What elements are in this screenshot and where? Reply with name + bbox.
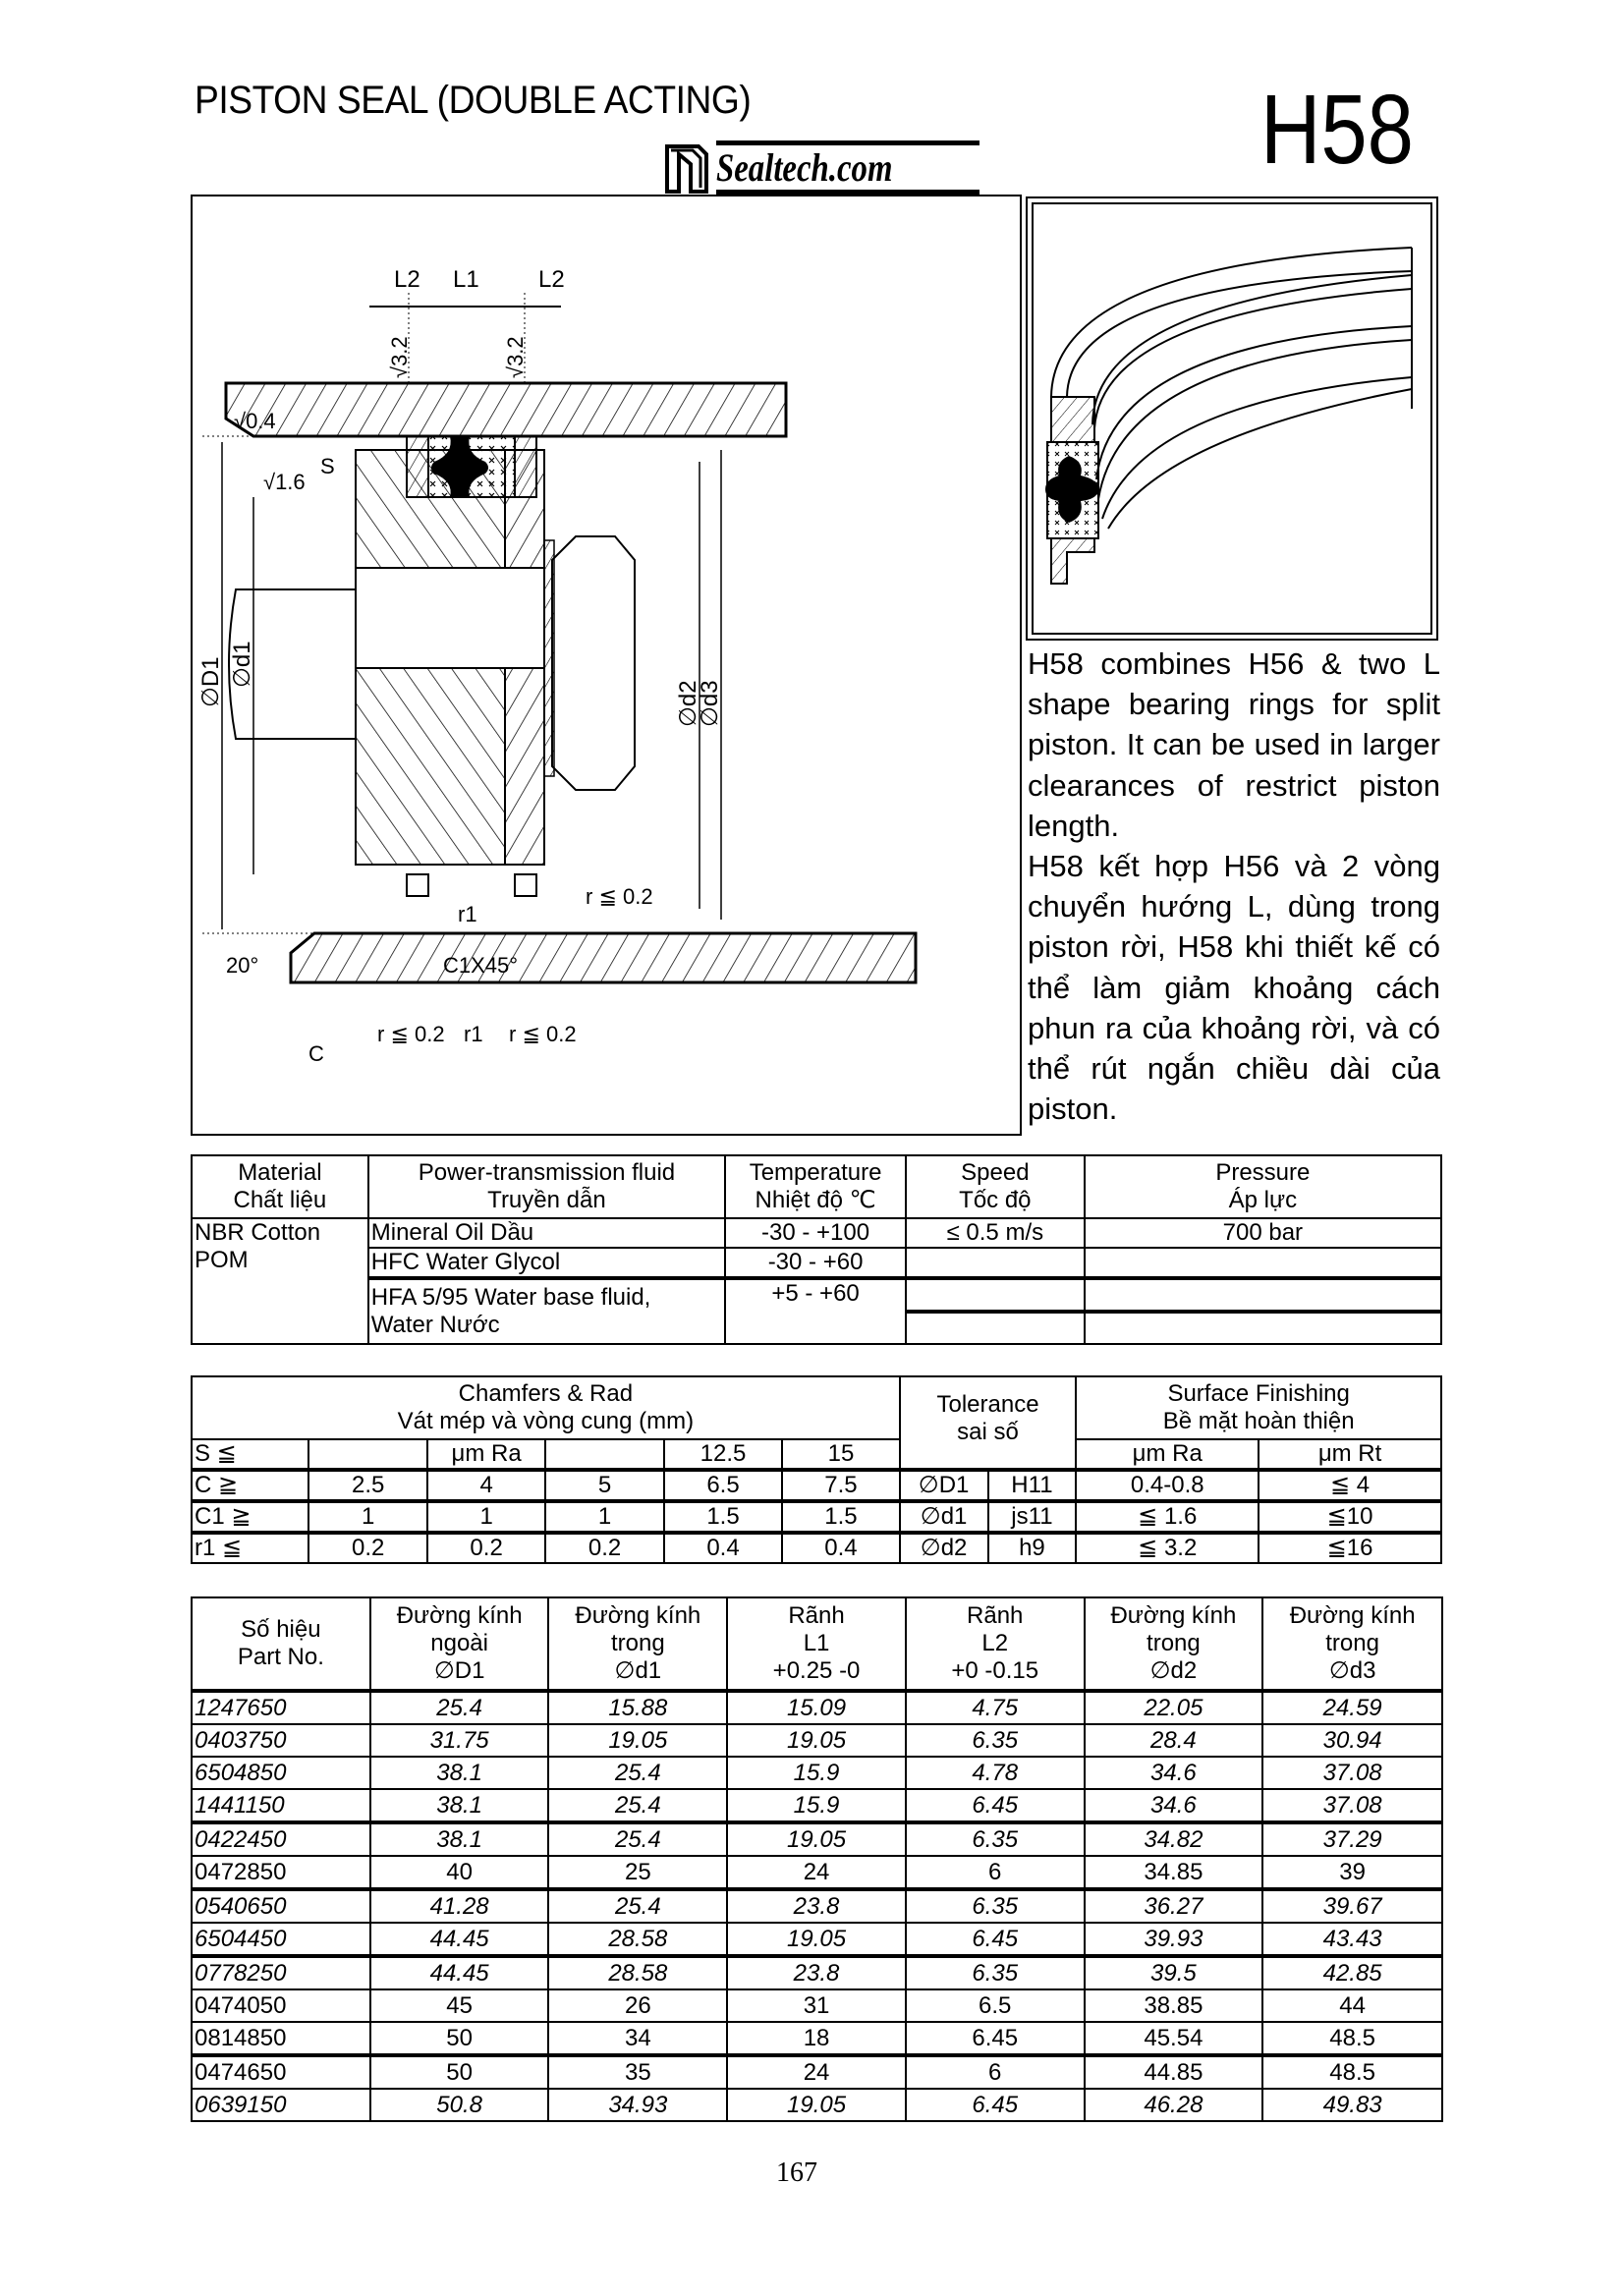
d2-cell: 45.54 xyxy=(1085,2022,1263,2055)
surface-rt: ≦16 xyxy=(1259,1533,1441,1563)
L1-cell: 15.09 xyxy=(727,1691,906,1724)
d3-cell: 39 xyxy=(1262,1856,1442,1889)
temperature-cell: +5 - +60 xyxy=(725,1278,906,1344)
D1-cell: 45 xyxy=(370,1989,549,2022)
L2-cell: 6 xyxy=(906,1856,1085,1889)
L2-cell: 6.35 xyxy=(906,1889,1085,1923)
d2-cell: 34.6 xyxy=(1085,1789,1263,1822)
column-header: Đường kính ngoài ∅D1 xyxy=(370,1597,549,1691)
d2-cell: 34.82 xyxy=(1085,1822,1263,1856)
table-row xyxy=(192,1218,1441,1248)
part-number-cell: 0778250 xyxy=(192,1956,370,1989)
tolerance-grade: js11 xyxy=(988,1501,1077,1533)
pressure-cell xyxy=(1085,1248,1441,1278)
table-row xyxy=(192,1856,1442,1889)
part-number-cell: 0474050 xyxy=(192,1989,370,2022)
d2-cell: 34.85 xyxy=(1085,1856,1263,1889)
header-temperature: Temperature Nhiệt độ ℃ xyxy=(725,1155,906,1218)
speed-cell xyxy=(906,1278,1085,1312)
d3-cell: 48.5 xyxy=(1262,2022,1442,2055)
header-material: Material Chất liệu xyxy=(192,1155,368,1218)
tolerance-grade: H11 xyxy=(988,1470,1077,1501)
L1-cell: 19.05 xyxy=(727,1724,906,1757)
surface-ra: ≦ 3.2 xyxy=(1076,1533,1259,1563)
surface-ra: 0.4-0.8 xyxy=(1076,1470,1259,1501)
D1-cell: 31.75 xyxy=(370,1724,549,1757)
row-label: C1 ≧ xyxy=(192,1501,308,1533)
d2-cell: 39.5 xyxy=(1085,1956,1263,1989)
d2-cell: 36.27 xyxy=(1085,1889,1263,1923)
d3-cell: 49.83 xyxy=(1262,2089,1442,2121)
sealtech-logo xyxy=(663,140,978,196)
D1-cell: 38.1 xyxy=(370,1757,549,1789)
description-english: H58 combines H56 & two L shape bearing rings for split piston. It can be used in larger clearances of restrict piston length. xyxy=(1028,646,1440,843)
chamfer-value: 0.2 xyxy=(427,1533,545,1563)
speed-cell: ≤ 0.5 m/s xyxy=(906,1218,1085,1248)
L2-cell: 6 xyxy=(906,2055,1085,2089)
row-label: C ≧ xyxy=(192,1470,308,1501)
chamfer-value: 1 xyxy=(427,1501,545,1533)
D1-cell: 50 xyxy=(370,2022,549,2055)
table-row xyxy=(192,1691,1442,1724)
label-r02-upper: r ≦ 0.2 xyxy=(586,884,653,909)
product-illustration xyxy=(1026,196,1438,641)
operating-conditions-table xyxy=(191,1154,1442,1345)
material-cell: NBR Cotton POM xyxy=(192,1218,368,1344)
L1-cell: 31 xyxy=(727,1989,906,2022)
L1-cell: 24 xyxy=(727,1856,906,1889)
d1-cell: 19.05 xyxy=(548,1724,727,1757)
label-l2-left: L2 xyxy=(394,266,420,293)
part-number-cell: 0814850 xyxy=(192,2022,370,2055)
d3-cell: 37.08 xyxy=(1262,1757,1442,1789)
L2-cell: 6.5 xyxy=(906,1989,1085,2022)
pressure-cell: 700 bar xyxy=(1085,1218,1441,1248)
s-value: 15 xyxy=(782,1439,899,1470)
column-header: Rãnh L2 +0 -0.15 xyxy=(906,1597,1085,1691)
L2-cell: 6.45 xyxy=(906,2022,1085,2055)
tolerance-dimension: ∅d1 xyxy=(900,1501,988,1533)
part-number-cell: 0403750 xyxy=(192,1724,370,1757)
tolerance-title: Tolerance sai số xyxy=(900,1376,1077,1470)
chamfer-value: 0.4 xyxy=(782,1533,899,1563)
label-ra-3-2-right: √3.2 xyxy=(503,336,528,378)
L1-cell: 24 xyxy=(727,2055,906,2089)
table-row xyxy=(192,1822,1442,1856)
table-row xyxy=(192,2055,1442,2089)
page-number: 167 xyxy=(776,2157,817,2188)
label-r02-right: r ≦ 0.2 xyxy=(509,1022,577,1046)
chamfer-value: 4 xyxy=(427,1470,545,1501)
d1-cell: 25 xyxy=(548,1856,727,1889)
label-ra-0-4: √0.4 xyxy=(234,409,276,433)
d3-cell: 43.43 xyxy=(1262,1923,1442,1956)
surface-title: Surface Finishing Bề mặt hoàn thiện xyxy=(1076,1376,1441,1439)
L2-cell: 6.45 xyxy=(906,1789,1085,1822)
d2-cell: 39.93 xyxy=(1085,1923,1263,1956)
d2-cell: 38.85 xyxy=(1085,1989,1263,2022)
label-d2: ∅d2 xyxy=(675,680,701,727)
d1-cell: 25.4 xyxy=(548,1889,727,1923)
d1-cell: 15.88 xyxy=(548,1691,727,1724)
L1-cell: 18 xyxy=(727,2022,906,2055)
surface-rt: ≦ 4 xyxy=(1259,1470,1441,1501)
L1-cell: 23.8 xyxy=(727,1889,906,1923)
label-angle: 20° xyxy=(226,953,259,978)
column-header: Rãnh L1 +0.25 -0 xyxy=(727,1597,906,1691)
chamfer-value: 1.5 xyxy=(664,1501,782,1533)
page-title: PISTON SEAL (DOUBLE ACTING) xyxy=(195,79,752,122)
chamfer-value: 0.4 xyxy=(664,1533,782,1563)
d1-cell: 28.58 xyxy=(548,1956,727,1989)
d3-cell: 39.67 xyxy=(1262,1889,1442,1923)
d1-cell: 25.4 xyxy=(548,1822,727,1856)
d3-cell: 44 xyxy=(1262,1989,1442,2022)
part-number-cell: 0639150 xyxy=(192,2089,370,2121)
L2-cell: 4.75 xyxy=(906,1691,1085,1724)
d3-cell: 37.08 xyxy=(1262,1789,1442,1822)
row-label: r1 ≦ xyxy=(192,1533,308,1563)
D1-cell: 44.45 xyxy=(370,1923,549,1956)
d1-cell: 25.4 xyxy=(548,1757,727,1789)
part-number-cell: 1247650 xyxy=(192,1691,370,1724)
L1-cell: 19.05 xyxy=(727,1822,906,1856)
L2-cell: 6.35 xyxy=(906,1956,1085,1989)
L1-cell: 15.9 xyxy=(727,1789,906,1822)
D1-cell: 38.1 xyxy=(370,1789,549,1822)
d2-cell: 22.05 xyxy=(1085,1691,1263,1724)
d1-cell: 26 xyxy=(548,1989,727,2022)
header-fluid: Power-transmission fluid Truyền dẫn xyxy=(368,1155,725,1218)
label-d1-inner: ∅d1 xyxy=(229,641,255,688)
L1-cell: 19.05 xyxy=(727,2089,906,2121)
label-s: S xyxy=(320,454,335,478)
temperature-cell: -30 - +100 xyxy=(725,1218,906,1248)
logo-mark-icon xyxy=(663,140,716,196)
label-ra-3-2-left: √3.2 xyxy=(387,336,412,378)
table-row xyxy=(192,1923,1442,1956)
part-number-cell: 0472850 xyxy=(192,1856,370,1889)
label-l1: L1 xyxy=(453,266,479,293)
s-row xyxy=(192,1439,1441,1470)
chamfer-tolerance-table xyxy=(191,1375,1442,1564)
table-row xyxy=(192,1278,1441,1312)
label-r02-left: r ≦ 0.2 xyxy=(377,1022,445,1046)
d2-cell: 44.85 xyxy=(1085,2055,1263,2089)
d3-cell: 48.5 xyxy=(1262,2055,1442,2089)
empty-cell xyxy=(906,1312,1085,1344)
table-row xyxy=(192,1889,1442,1923)
tolerance-grade: h9 xyxy=(988,1533,1077,1563)
chamfer-value: 2.5 xyxy=(308,1470,426,1501)
d3-cell: 37.29 xyxy=(1262,1822,1442,1856)
table-row xyxy=(192,1501,1441,1533)
d2-cell: 46.28 xyxy=(1085,2089,1263,2121)
chamfer-value: 1.5 xyxy=(782,1501,899,1533)
part-number-cell: 1441150 xyxy=(192,1789,370,1822)
D1-cell: 25.4 xyxy=(370,1691,549,1724)
chamfer-value: 7.5 xyxy=(782,1470,899,1501)
tolerance-dimension: ∅D1 xyxy=(900,1470,988,1501)
table-row xyxy=(192,2089,1442,2121)
table-row xyxy=(192,2022,1442,2055)
L2-cell: 6.45 xyxy=(906,2089,1085,2121)
fluid-cell: HFC Water Glycol xyxy=(368,1248,725,1278)
d1-cell: 34 xyxy=(548,2022,727,2055)
chamfer-value: 0.2 xyxy=(308,1533,426,1563)
table-row xyxy=(192,1989,1442,2022)
empty-cell xyxy=(1085,1312,1441,1344)
seal-perspective-drawing xyxy=(1034,204,1434,637)
label-l2-right: L2 xyxy=(538,266,565,293)
D1-cell: 41.28 xyxy=(370,1889,549,1923)
table-header-row xyxy=(192,1155,1441,1218)
technical-drawing xyxy=(191,195,1022,1136)
product-code: H58 xyxy=(1260,75,1414,185)
label-d3: ∅d3 xyxy=(697,680,723,727)
column-header: Đường kính trong ∅d2 xyxy=(1085,1597,1263,1691)
product-description xyxy=(1028,644,1440,1129)
label-ra-1-6: √1.6 xyxy=(263,470,306,494)
table-row xyxy=(192,1248,1441,1278)
unit-rt: μm Rt xyxy=(1259,1439,1441,1470)
dimensions-table xyxy=(191,1596,1443,2122)
pressure-cell xyxy=(1085,1278,1441,1312)
chamfer-value: 6.5 xyxy=(664,1470,782,1501)
part-number-cell: 6504850 xyxy=(192,1757,370,1789)
speed-cell xyxy=(906,1248,1085,1278)
cylinder-bore-top xyxy=(226,383,786,436)
s-value xyxy=(308,1439,426,1470)
chamfer-value: 1 xyxy=(545,1501,663,1533)
cylinder-bore-bottom xyxy=(291,933,916,982)
header-speed: Speed Tốc độ xyxy=(906,1155,1085,1218)
column-header: Số hiệu Part No. xyxy=(192,1597,370,1691)
s-value: 12.5 xyxy=(664,1439,782,1470)
L2-cell: 6.35 xyxy=(906,1822,1085,1856)
label-c1x45: C1X45° xyxy=(443,953,519,978)
chamfer-value: 0.2 xyxy=(545,1533,663,1563)
d2-cell: 34.6 xyxy=(1085,1757,1263,1789)
s-label: S ≦ xyxy=(192,1439,308,1470)
d1-cell: 35 xyxy=(548,2055,727,2089)
d1-cell: 28.58 xyxy=(548,1923,727,1956)
d3-cell: 42.85 xyxy=(1262,1956,1442,1989)
label-c: C xyxy=(308,1041,324,1066)
description-vietnamese: H58 kết hợp H56 và 2 vòng chuyển hướng L, dùng trong piston rời, H58 khi thiết kế có thể làm giảm khoảng cách phun ra của khoảng rời, và có thể rút ngắn chiều dài của piston. xyxy=(1028,849,1440,1127)
L2-cell: 6.45 xyxy=(906,1923,1085,1956)
table-row xyxy=(192,1724,1442,1757)
d3-cell: 24.59 xyxy=(1262,1691,1442,1724)
d2-cell: 28.4 xyxy=(1085,1724,1263,1757)
L2-cell: 6.35 xyxy=(906,1724,1085,1757)
column-header: Đường kính trong ∅d1 xyxy=(548,1597,727,1691)
table-row xyxy=(192,1956,1442,1989)
d3-cell: 30.94 xyxy=(1262,1724,1442,1757)
D1-cell: 40 xyxy=(370,1856,549,1889)
cross-section-drawing xyxy=(193,196,1020,1134)
temperature-cell: -30 - +60 xyxy=(725,1248,906,1278)
L1-cell: 19.05 xyxy=(727,1923,906,1956)
fluid-cell: Mineral Oil Dầu xyxy=(368,1218,725,1248)
table-row xyxy=(192,1789,1442,1822)
logo-text: Sealtech.com xyxy=(716,145,893,190)
D1-cell: 44.45 xyxy=(370,1956,549,1989)
nut xyxy=(552,536,635,790)
label-r1-lower: r1 xyxy=(464,1022,483,1046)
D1-cell: 50.8 xyxy=(370,2089,549,2121)
s-value: μm Ra xyxy=(427,1439,545,1470)
table-row xyxy=(192,1757,1442,1789)
table-row xyxy=(192,1470,1441,1501)
D1-cell: 50 xyxy=(370,2055,549,2089)
d1-cell: 25.4 xyxy=(548,1789,727,1822)
label-r1-upper: r1 xyxy=(458,902,477,926)
s-value xyxy=(545,1439,663,1470)
part-number-cell: 0540650 xyxy=(192,1889,370,1923)
L2-cell: 4.78 xyxy=(906,1757,1085,1789)
fluid-cell: HFA 5/95 Water base fluid, Water Nước xyxy=(368,1278,725,1344)
D1-cell: 38.1 xyxy=(370,1822,549,1856)
tolerance-dimension: ∅d2 xyxy=(900,1533,988,1563)
table-header-row xyxy=(192,1597,1442,1691)
chamfer-value: 1 xyxy=(308,1501,426,1533)
label-d1-outer: ∅D1 xyxy=(197,656,224,707)
unit-ra: μm Ra xyxy=(1076,1439,1259,1470)
L1-cell: 15.9 xyxy=(727,1757,906,1789)
chamfer-value: 5 xyxy=(545,1470,663,1501)
chamfer-title: Chamfers & Rad Vát mép và vòng cung (mm) xyxy=(192,1376,900,1439)
d1-cell: 34.93 xyxy=(548,2089,727,2121)
surface-ra: ≦ 1.6 xyxy=(1076,1501,1259,1533)
part-number-cell: 0474650 xyxy=(192,2055,370,2089)
part-number-cell: 0422450 xyxy=(192,1822,370,1856)
part-number-cell: 6504450 xyxy=(192,1923,370,1956)
L1-cell: 23.8 xyxy=(727,1956,906,1989)
header-pressure: Pressure Áp lực xyxy=(1085,1155,1441,1218)
surface-rt: ≦10 xyxy=(1259,1501,1441,1533)
column-header: Đường kính trong ∅d3 xyxy=(1262,1597,1442,1691)
table-row xyxy=(192,1533,1441,1563)
